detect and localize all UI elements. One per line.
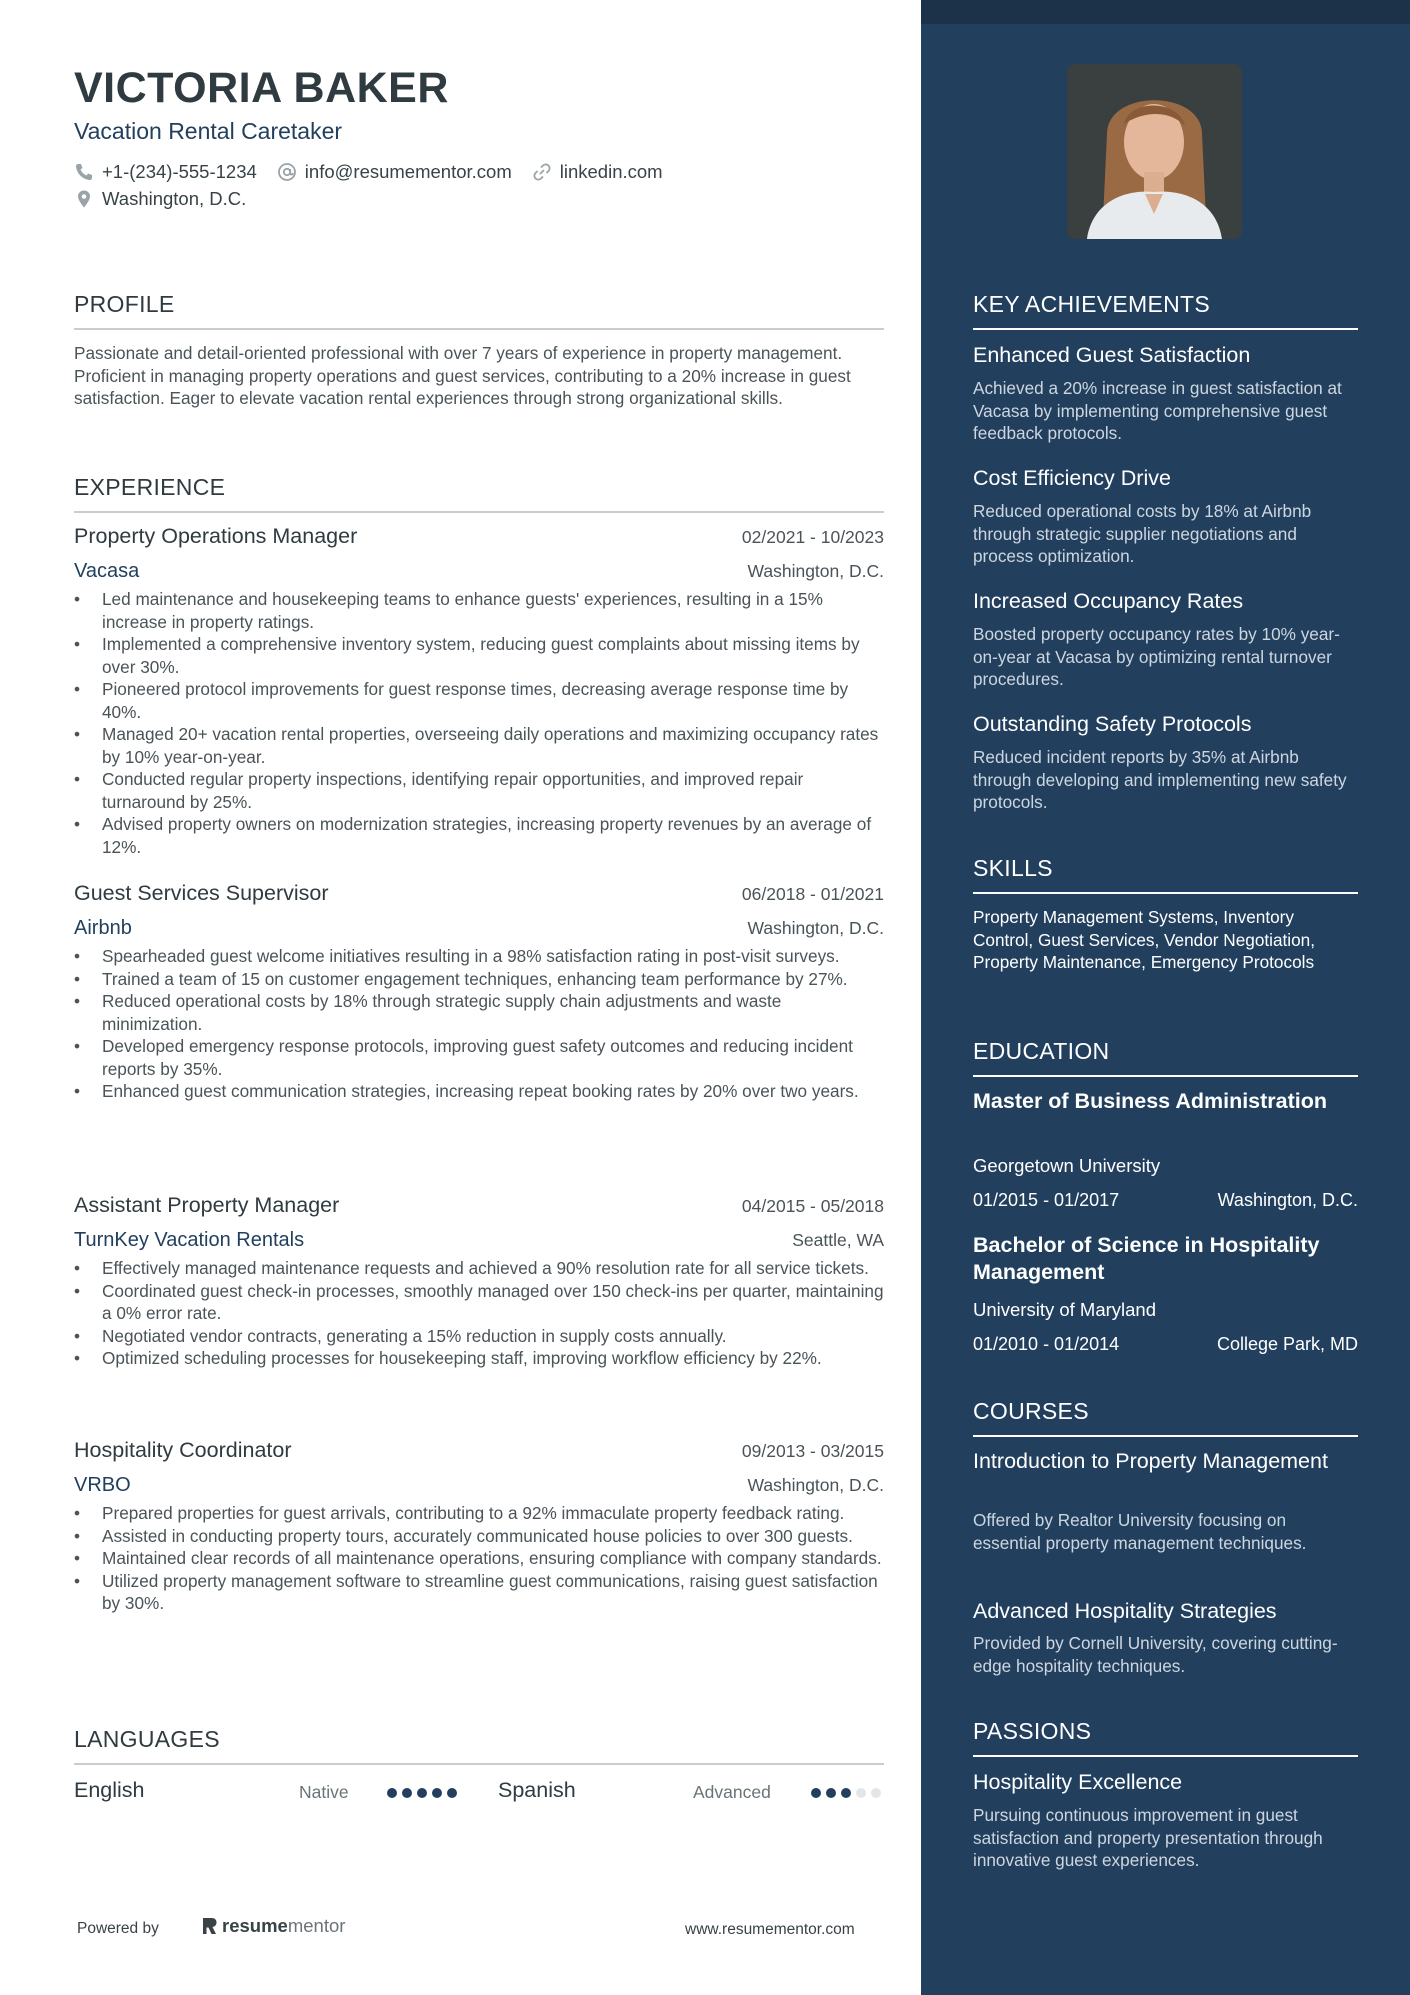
job-entry xyxy=(74,524,884,858)
rating-dot-filled xyxy=(432,1788,442,1798)
job-bullet: • Developed emergency response protocols, improving guest safety outcomes and reducing incident reports by 35%. xyxy=(74,1035,884,1080)
job-dates: 04/2015 - 05/2018 xyxy=(741,1196,884,1216)
profile-photo xyxy=(1067,64,1242,239)
rating-dot-filled xyxy=(447,1788,457,1798)
logo-text-light: mentor xyxy=(287,1915,346,1936)
job-role: Guest Services Supervisor xyxy=(74,881,329,905)
job-bullet: • Conducted regular property inspections, identifying repair opportunities, and improved repair turnaround by 25%. xyxy=(74,768,884,813)
candidate-name: VICTORIA BAKER xyxy=(74,64,449,112)
job-bullet: • Utilized property management software to streamline guest communications, raising guest satisfaction by 30%. xyxy=(74,1570,884,1615)
contact-email xyxy=(277,161,512,183)
experience-heading: EXPERIENCE xyxy=(74,474,884,513)
contact-location xyxy=(74,188,246,210)
rating-dot-filled xyxy=(826,1788,836,1798)
job-dates: 06/2018 - 01/2021 xyxy=(741,884,884,904)
resumementor-logo[interactable] xyxy=(200,1915,345,1937)
job-bullet: • Enhanced guest communication strategies, increasing repeat booking rates by 20% over two years. xyxy=(74,1080,884,1103)
job-location: Washington, D.C. xyxy=(747,1475,884,1495)
job-entry xyxy=(74,1193,884,1370)
language-rating xyxy=(811,1788,886,1798)
linkedin-text[interactable]: linkedin.com xyxy=(559,161,663,182)
skills-text: Property Management Systems, Inventory Control, Guest Services, Vendor Negotiation, Property Maintenance, Emergency Protocols xyxy=(973,907,1316,972)
education-meta xyxy=(973,1334,1358,1355)
candidate-title: Vacation Rental Caretaker xyxy=(74,118,343,144)
achievement-title: Enhanced Guest Satisfaction xyxy=(973,343,1251,367)
languages-row xyxy=(74,1778,884,1808)
achievement-title: Increased Occupancy Rates xyxy=(973,589,1244,613)
powered-by-label: Powered by xyxy=(77,1920,159,1937)
education-degree: Bachelor of Science in Hospitality Management xyxy=(973,1233,1320,1284)
phone-text[interactable]: +1-(234)-555-1234 xyxy=(102,161,257,182)
contact-row xyxy=(74,161,683,183)
education-location: College Park, MD xyxy=(1216,1334,1358,1354)
passions-heading: PASSIONS xyxy=(973,1718,1358,1757)
course-text: Offered by Realtor University focusing on essential property management techniques. xyxy=(973,1510,1307,1553)
education-location: Washington, D.C. xyxy=(1217,1190,1358,1210)
job-company: TurnKey Vacation Rentals xyxy=(74,1229,305,1251)
rating-dot-filled xyxy=(811,1788,821,1798)
location-text: Washington, D.C. xyxy=(102,188,247,209)
rating-dot-filled xyxy=(417,1788,427,1798)
achievement-text: Achieved a 20% increase in guest satisfaction at Vacasa by implementing comprehensive guest feedback protocols. xyxy=(973,378,1342,443)
rating-dot-filled xyxy=(387,1788,397,1798)
job-bullets xyxy=(74,1502,884,1615)
education-meta xyxy=(973,1190,1358,1211)
job-role: Property Operations Manager xyxy=(74,524,358,548)
job-bullets xyxy=(74,1257,884,1370)
logo-text-bold: resume xyxy=(222,1915,288,1936)
phone-icon xyxy=(74,162,94,182)
achievements-heading: KEY ACHIEVEMENTS xyxy=(973,291,1358,330)
achievement-text: Reduced operational costs by 18% at Airbnb through strategic supplier negotiations and process optimization. xyxy=(973,501,1312,566)
language-name: English xyxy=(74,1778,145,1802)
job-bullet: • Reduced operational costs by 18% through strategic supply chain adjustments and waste minimization. xyxy=(74,990,884,1035)
job-bullet: • Assisted in conducting property tours, accurately communicated house policies to over 300 guests. xyxy=(74,1525,884,1548)
location-pin-icon xyxy=(74,189,94,209)
rating-dot-empty xyxy=(856,1788,866,1798)
job-bullet: • Prepared properties for guest arrivals, contributing to a 92% immaculate property feedback rating. xyxy=(74,1502,884,1525)
course-text: Provided by Cornell University, covering cutting-edge hospitality techniques. xyxy=(973,1633,1338,1676)
achievement-text: Reduced incident reports by 35% at Airbnb through developing and implementing new safety protocols. xyxy=(973,747,1347,812)
job-company: Vacasa xyxy=(74,560,140,582)
profile-heading: PROFILE xyxy=(74,291,884,330)
job-bullet: • Advised property owners on modernization strategies, increasing property revenues by an average of 12%. xyxy=(74,813,884,858)
passion-title: Hospitality Excellence xyxy=(973,1770,1183,1794)
rating-dot-empty xyxy=(871,1788,881,1798)
job-bullet: • Optimized scheduling processes for housekeeping staff, improving workflow efficiency by 22%. xyxy=(74,1347,884,1370)
language-level: Native xyxy=(299,1782,349,1802)
course-title: Advanced Hospitality Strategies xyxy=(973,1599,1277,1623)
language-rating xyxy=(387,1788,462,1798)
language-level: Advanced xyxy=(693,1782,771,1802)
language-name: Spanish xyxy=(498,1778,576,1802)
education-degree: Master of Business Administration xyxy=(973,1089,1328,1113)
footer-url[interactable]: www.resumementor.com xyxy=(685,1921,855,1938)
job-company: VRBO xyxy=(74,1474,131,1496)
job-location: Washington, D.C. xyxy=(747,918,884,938)
job-entry xyxy=(74,1438,884,1615)
job-role: Assistant Property Manager xyxy=(74,1193,340,1217)
job-bullet: • Negotiated vendor contracts, generating a 15% reduction in supply costs annually. xyxy=(74,1325,884,1348)
contact-linkedin xyxy=(532,161,663,183)
job-entry xyxy=(74,881,884,1103)
courses-heading: COURSES xyxy=(973,1398,1358,1437)
job-bullet: • Implemented a comprehensive inventory system, reducing guest complaints about missing items by over 30%. xyxy=(74,633,884,678)
job-location: Seattle, WA xyxy=(792,1230,884,1250)
job-bullet: • Spearheaded guest welcome initiatives resulting in a 98% satisfaction rating in post-visit surveys. xyxy=(74,945,884,968)
rating-dot-filled xyxy=(402,1788,412,1798)
job-bullets xyxy=(74,588,884,858)
job-bullet: • Pioneered protocol improvements for guest response times, decreasing average response time by 40%. xyxy=(74,678,884,723)
education-school: Georgetown University xyxy=(973,1155,1161,1176)
profile-text: Passionate and detail-oriented professional with over 7 years of experience in property management. Proficient in managing property operations and guest services, contributing to a 20% increase in guest satisfaction. Eager to elevate vacation rental experiences through strong organizational skills. xyxy=(74,343,851,408)
education-heading: EDUCATION xyxy=(973,1038,1358,1077)
achievement-title: Cost Efficiency Drive xyxy=(973,466,1171,490)
education-dates: 01/2010 - 01/2014 xyxy=(973,1334,1120,1354)
job-role: Hospitality Coordinator xyxy=(74,1438,292,1462)
job-bullet: • Effectively managed maintenance requests and achieved a 90% resolution rate for all service tickets. xyxy=(74,1257,884,1280)
skills-heading: SKILLS xyxy=(973,855,1358,894)
job-bullets xyxy=(74,945,884,1103)
contact-row-2 xyxy=(74,188,266,210)
education-school: University of Maryland xyxy=(973,1299,1157,1320)
at-icon xyxy=(277,162,297,182)
rating-dot-filled xyxy=(841,1788,851,1798)
job-location: Washington, D.C. xyxy=(747,561,884,581)
contact-phone xyxy=(74,161,257,183)
job-bullet: • Trained a team of 15 on customer engagement techniques, enhancing team performance by 27%. xyxy=(74,968,884,991)
job-bullet: • Maintained clear records of all maintenance operations, ensuring compliance with company standards. xyxy=(74,1547,884,1570)
sidebar-top-bar xyxy=(921,0,1410,24)
resumementor-logo-icon xyxy=(200,1916,218,1936)
achievement-text: Boosted property occupancy rates by 10% year-on-year at Vacasa by optimizing rental turnover procedures. xyxy=(973,624,1340,689)
job-dates: 02/2021 - 10/2023 xyxy=(741,527,884,547)
sidebar xyxy=(921,0,1410,1995)
course-title: Introduction to Property Management xyxy=(973,1449,1328,1473)
job-bullet: • Coordinated guest check-in processes, smoothly managed over 150 check-ins per quarter, maintaining a 0% error rate. xyxy=(74,1280,884,1325)
link-icon xyxy=(532,162,552,182)
passion-text: Pursuing continuous improvement in guest satisfaction and property presentation through innovative guest experiences. xyxy=(973,1805,1323,1870)
achievement-title: Outstanding Safety Protocols xyxy=(973,712,1252,736)
job-company: Airbnb xyxy=(74,917,132,939)
languages-heading: LANGUAGES xyxy=(74,1726,884,1765)
education-dates: 01/2015 - 01/2017 xyxy=(973,1190,1120,1210)
job-bullet: • Led maintenance and housekeeping teams to enhance guests' experiences, resulting in a 15% increase in property ratings. xyxy=(74,588,884,633)
job-bullet: • Managed 20+ vacation rental properties, overseeing daily operations and maximizing occupancy rates by 10% year-on-year. xyxy=(74,723,884,768)
email-text[interactable]: info@resumementor.com xyxy=(304,161,512,182)
job-dates: 09/2013 - 03/2015 xyxy=(741,1441,884,1461)
